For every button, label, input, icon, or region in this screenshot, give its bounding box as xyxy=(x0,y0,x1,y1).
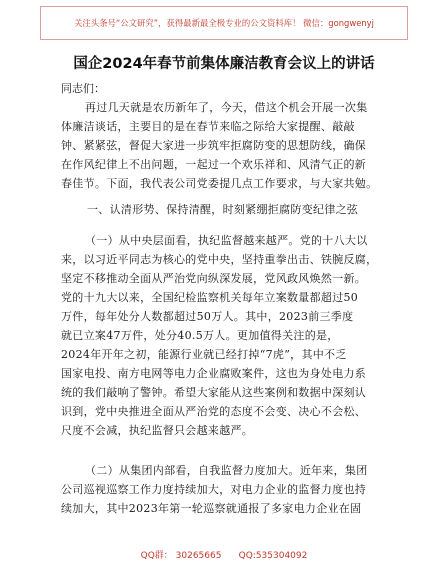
body-line: 来，以习近平同志为核心的党中央，坚持重拳出击、铁腕反腐， xyxy=(61,253,378,266)
body-line: 春佳节。下面，我代表公司党委提几点工作要求，与大家共勉。 xyxy=(61,177,378,190)
body-line: 在作风纪律上不出问题，一起过一个欢乐祥和、风清气正的新 xyxy=(61,158,367,171)
document-title: 国企2024年春节前集体廉洁教育会议上的讲话 xyxy=(73,56,375,72)
body-line: 续加大，其中2023年第一轮巡察就通报了多家电力企业在固 xyxy=(61,502,362,515)
body-line: 公司巡视巡察工作力度持续加大，对电力企业的监督力度也持 xyxy=(61,483,367,496)
body-line: 就已立案47万件，处分40.5万人。更加值得关注的是， xyxy=(61,329,339,342)
body-line: （二）从集团内部看，自我监督力度加大。近年来，集团 xyxy=(85,464,368,477)
body-line: 钟、紧紧弦，督促大家进一步筑牢拒腐防变的思想防线，确保 xyxy=(61,139,367,152)
body-line: 尺度不会减，执纪监督只会越来越严。 xyxy=(61,424,254,437)
footer-contact: QQ群： 30265665 QQ:535304092 xyxy=(140,551,308,561)
header-banner xyxy=(40,6,408,40)
body-line: 万件，每年处分人数都超过50万人。其中，2023前三季度 xyxy=(61,310,354,323)
body-line: （一）从中央层面看，执纪监督越来越严。党的十八大以 xyxy=(85,234,368,247)
body-line: 识到，党中央推进全面从严治党的态度不会变、决心不会松、 xyxy=(61,405,367,418)
body-line: 统的我们敲响了警钟。希望大家能从这些案例和数据中深刻认 xyxy=(61,386,367,399)
body-line: 再过几天就是农历新年了，今天，借这个机会开展一次集 xyxy=(85,101,368,114)
salutation: 同志们： xyxy=(61,82,105,95)
banner-text: 关注头条号“公文研究”，获得最新最全极专业的公文资料库！ 微信：gongwenyj xyxy=(74,17,374,28)
body-line: 党的十九大以来，全国纪检监察机关每年立案数量都超过50 xyxy=(61,291,359,304)
body-line: 体廉洁谈话，主要目的是在春节来临之际给大家提醒、敲敲 xyxy=(61,120,355,133)
body-line: 坚定不移推动全面从严治党向纵深发展，党风政风焕然一新。 xyxy=(61,272,367,285)
body-line: 2024年开年之初，能源行业就已经打掉“7虎”，其中不乏 xyxy=(61,348,347,361)
body-line: 国家电投、南方电网等电力企业腐败案件，这也为身处电力系 xyxy=(61,367,367,380)
section-heading: 一、认清形势、保持清醒，时刻紧绷拒腐防变纪律之弦 xyxy=(87,203,359,216)
